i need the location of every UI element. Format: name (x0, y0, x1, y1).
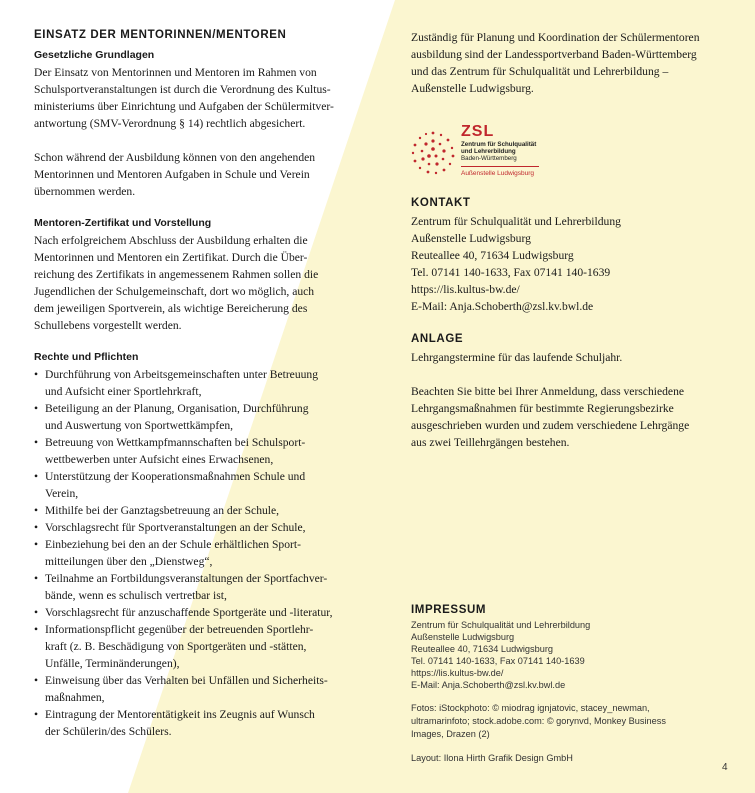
text-line: ultramarinfoto; stock.adobe.com: © gorynvd, Monkey Business (411, 716, 666, 726)
rights-list (34, 366, 352, 740)
text-line: übernommen werden. (34, 185, 136, 198)
impressum-email: E-Mail: Anja.Schoberth@zsl.kv.bwl.de (411, 680, 566, 690)
list-item (34, 400, 352, 434)
page-number: 4 (722, 762, 728, 773)
text-line: ausgeschrieben wurden und zudem verschiedene Lehrgänge (411, 419, 690, 432)
section-title-kontakt: KONTAKT (411, 197, 471, 209)
logo-subtitle: Außenstelle Ludwigsburg (461, 170, 534, 177)
section-title-anlage: ANLAGE (411, 333, 464, 345)
text-line: • Beteiligung an der Planung, Organisation, Durchführung (45, 402, 309, 415)
text-line: ministeriums über Einrichtung und Aufgaben der Schülermitver- (34, 100, 334, 113)
contact-email: E-Mail: Anja.Schoberth@zsl.kv.bwl.de (411, 300, 594, 313)
text-line: • Unterstützung der Kooperationsmaßnahmen Schule und (45, 470, 306, 483)
kontakt-block (411, 213, 729, 315)
logo-wordmark: ZSL (461, 123, 495, 140)
text-line: Beachten Sie bitte bei Ihrer Anmeldung, dass verschiedene (411, 385, 685, 398)
text-line: Verein, (45, 487, 79, 500)
text-line: Jugendlichen der Schulgemeinschaft, dort wo möglich, auch (34, 285, 315, 298)
zsl-logo-text (461, 123, 539, 177)
text-line: Tel. 07141 140-1633, Fax 07141 140-1639 (411, 266, 611, 279)
text-line: wettbewerben unter Aufsicht eines Erwachsenen, (45, 453, 274, 466)
text-line: • Eintragung der Mentorentätigkeit ins Zeugnis auf Wunsch (45, 708, 315, 721)
list-item (34, 570, 352, 604)
text-line: Der Einsatz von Mentorinnen und Mentoren im Rahmen von (34, 66, 317, 79)
text-line: kraft (z. B. Beschädigung von Sportgeräten und -stätten, (45, 640, 307, 653)
text-line: Images, Drazen (2) (411, 729, 490, 739)
list-item (34, 434, 352, 468)
list-item (34, 519, 352, 536)
paragraph-zertifikat (34, 232, 352, 334)
list-item (34, 366, 352, 400)
paragraph-zustaendigkeit (411, 29, 729, 97)
list-item (34, 604, 352, 621)
text-line: Außenstelle Ludwigsburg. (411, 82, 534, 95)
text-line: Lehrgangsmaßnahmen für bestimmte Regierungsbezirke (411, 402, 674, 415)
right-column (411, 29, 729, 451)
list-item (34, 502, 352, 519)
text-line: • Einweisung über das Verhalten bei Unfällen und Sicherheits- (45, 674, 328, 687)
text-line: Zentrum für Schulqualität und Lehrerbildung (411, 620, 591, 630)
text-line: • Betreuung von Wettkampfmannschaften bei Schulsport- (45, 436, 306, 449)
text-line: mitteilungen über den „Dienstweg“, (45, 555, 213, 568)
subheading-rechte-pflichten: Rechte und Pflichten (34, 351, 139, 363)
list-item (34, 621, 352, 672)
anlage-paragraph (411, 383, 729, 451)
anlage-text: Lehrgangstermine für das laufende Schuljahr. (411, 351, 623, 364)
text-line: und Auswertung von Sportwettkämpfen, (45, 419, 234, 432)
impressum-block (411, 604, 729, 765)
subheading-gesetzliche-grundlagen: Gesetzliche Grundlagen (34, 49, 155, 61)
text-line: aus zwei Teillehrgängen bestehen. (411, 436, 570, 449)
text-line: Fotos: iStockphoto: © miodrag ignjatovic, stacey_newman, (411, 703, 650, 713)
text-line: Mentorinnen und Mentoren ein Zertifikat. Durch die Über- (34, 251, 308, 264)
text-line: Unfälle, Terminänderungen), (45, 657, 180, 670)
text-line: reichung des Zertifikats in angemessenem Rahmen sollen die (34, 268, 319, 281)
text-line: und das Zentrum für Schulqualität und Lehrerbildung – (411, 65, 669, 78)
logo-line: Baden-Württemberg (461, 155, 517, 162)
section-title-impressum: IMPRESSUM (411, 604, 487, 616)
text-line: Reuteallee 40, 71634 Ludwigsburg (411, 644, 554, 654)
text-line: Nach erfolgreichem Abschluss der Ausbildung erhalten die (34, 234, 308, 247)
text-line: ausbildung sind der Landessportverband Baden-Württemberg (411, 48, 697, 61)
list-item (34, 706, 352, 740)
text-line: • Teilnahme an Fortbildungsveranstaltungen der Sportfachver- (45, 572, 328, 585)
text-line: • Durchführung von Arbeitsgemeinschaften unter Betreuung (45, 368, 319, 381)
logo-divider (461, 166, 539, 167)
text-line: Außenstelle Ludwigsburg (411, 232, 531, 245)
text-line: bände, wenn es schulisch vertretbar ist, (45, 589, 227, 602)
list-item (34, 536, 352, 570)
logo-line: Zentrum für Schulqualität (461, 141, 537, 148)
paragraph-grundlagen (34, 64, 352, 132)
layout-credit: Layout: Ilona Hirth Grafik Design GmbH (411, 753, 573, 763)
text-line: Mentorinnen und Mentoren Aufgaben in Schule und Verein (34, 168, 310, 181)
text-line: der Schülerin/des Schülers. (45, 725, 172, 738)
text-line: Tel. 07141 140-1633, Fax 07141 140-1639 (411, 656, 585, 666)
text-line: Zuständig für Planung und Koordination der Schülermentoren (411, 31, 700, 44)
text-line: maßnahmen, (45, 691, 105, 704)
text-line: • Informationspflicht gegenüber der betreuenden Sportlehr- (45, 623, 314, 636)
list-item (34, 672, 352, 706)
text-line: • Vorschlagsrecht für anzuschaffende Sportgeräte und -literatur, (45, 606, 333, 619)
text-line: Reuteallee 40, 71634 Ludwigsburg (411, 249, 574, 262)
zsl-logo (409, 123, 729, 187)
text-line: antwortung (SMV-Verordnung § 14) rechtlich abgesichert. (34, 117, 306, 130)
impressum-url: https://lis.kultus-bw.de/ (411, 668, 504, 678)
contact-url: https://lis.kultus-bw.de/ (411, 283, 520, 296)
text-line: Zentrum für Schulqualität und Lehrerbildung (411, 215, 621, 228)
text-line: • Vorschlagsrecht für Sportveranstaltungen an der Schule, (45, 521, 306, 534)
paragraph-ausbildung (34, 149, 352, 200)
text-line: Schon während der Ausbildung können von den angehenden (34, 151, 316, 164)
left-column (34, 29, 352, 740)
photo-credits (411, 702, 729, 741)
text-line: und Aufsicht einer Sportlehrkraft, (45, 385, 202, 398)
zsl-dot-circle-icon (409, 129, 457, 177)
list-item (34, 468, 352, 502)
text-line: Schulsportveranstaltungen ist durch die Verordnung des Kultus- (34, 83, 331, 96)
text-line: • Mithilfe bei der Ganztagsbetreuung an der Schule, (45, 504, 280, 517)
text-line: Außenstelle Ludwigsburg (411, 632, 515, 642)
section-title-einsatz: EINSATZ DER MENTORINNEN/MENTOREN (34, 29, 287, 41)
subheading-zertifikat: Mentoren-Zertifikat und Vorstellung (34, 217, 212, 229)
text-line: dem jeweiligen Sportverein, als wichtige Bereicherung des (34, 302, 308, 315)
logo-line: und Lehrerbildung (461, 148, 516, 155)
text-line: Schullebens vorgestellt werden. (34, 319, 182, 332)
text-line: • Einbeziehung bei den an der Schule erhältlichen Sport- (45, 538, 301, 551)
